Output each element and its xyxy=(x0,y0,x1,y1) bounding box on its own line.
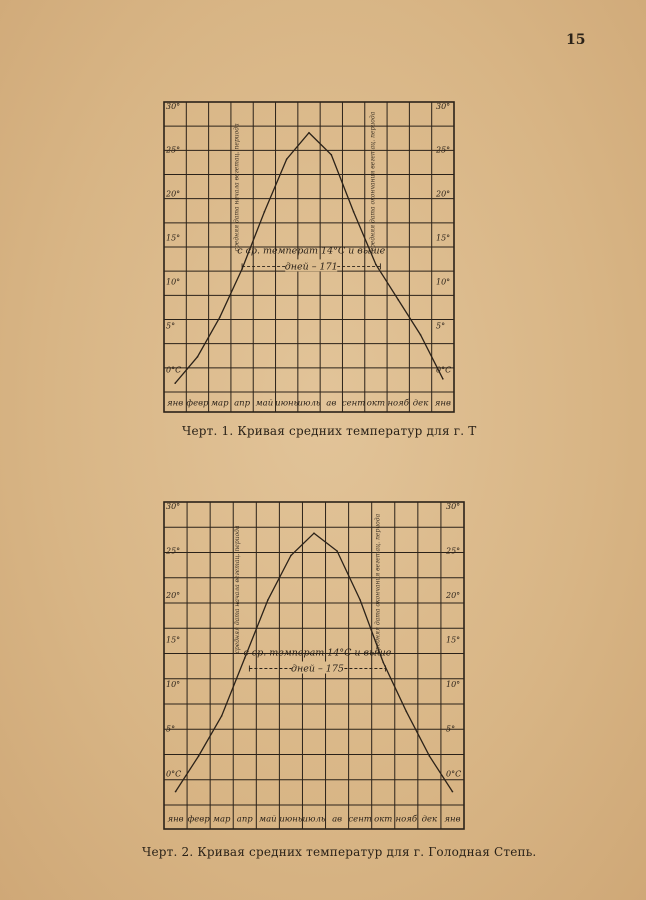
x-tick-label-month: апр xyxy=(234,398,251,409)
x-tick-label-month: дек xyxy=(421,814,438,825)
y-tick-label-left: 0°C xyxy=(166,769,182,779)
y-tick-label-left: 30° xyxy=(166,101,181,111)
data-point xyxy=(308,132,310,134)
y-tick-label-right: 10° xyxy=(436,277,451,287)
y-tick-label-right: 20° xyxy=(436,189,451,199)
y-tick-label-right: 5° xyxy=(436,321,446,331)
x-tick-label-month: май xyxy=(255,398,274,409)
y-tick-label-left: 5° xyxy=(166,724,176,734)
data-point xyxy=(375,264,377,266)
data-point xyxy=(174,382,176,384)
x-tick-label-month: июнь xyxy=(279,814,303,825)
y-tick-label-left: 0°C xyxy=(166,365,182,375)
x-tick-label-month: окт xyxy=(366,398,386,409)
temperature-chart-1 xyxy=(150,90,470,420)
x-tick-label-month: июнь xyxy=(275,398,299,409)
y-tick-label-right: 0°C xyxy=(436,365,452,375)
y-tick-label-right: 20° xyxy=(446,591,461,601)
x-tick-label-month: сент xyxy=(348,814,372,825)
data-point xyxy=(286,158,288,160)
data-point xyxy=(198,755,200,757)
y-tick-label-left: 25° xyxy=(166,546,181,556)
data-point xyxy=(336,550,338,552)
y-tick-label-right: 30° xyxy=(436,101,451,111)
data-point xyxy=(264,211,266,213)
data-point xyxy=(313,532,315,534)
y-tick-label-left: 30° xyxy=(166,501,181,511)
y-tick-label-left: 25° xyxy=(166,145,181,155)
data-point xyxy=(442,378,444,380)
x-tick-label-month: июль xyxy=(297,398,321,409)
annotation-days: дней – 171 xyxy=(284,261,338,273)
x-tick-label-month: февр xyxy=(187,814,210,825)
data-point xyxy=(221,715,223,717)
data-point xyxy=(175,791,177,793)
x-tick-label-month: нояб xyxy=(395,814,418,825)
vegetation-period-note: средняя дата начала вегетац. периода xyxy=(233,123,241,252)
y-tick-label-left: 10° xyxy=(166,277,181,287)
x-tick-label-month: дек xyxy=(412,398,429,409)
x-tick-label-month: апр xyxy=(236,814,253,825)
data-point xyxy=(267,599,269,601)
data-point xyxy=(397,299,399,301)
annotation-threshold: с ср. температ 14°С и выше xyxy=(237,245,386,257)
annotation-threshold: с ср. температ 14°С и выше xyxy=(243,647,392,659)
x-tick-label-month: февр xyxy=(186,398,209,409)
x-tick-label-month: янв xyxy=(434,398,451,409)
y-tick-label-right: 25° xyxy=(436,145,451,155)
chart-frame xyxy=(164,102,454,412)
x-tick-label-month: янв xyxy=(167,398,184,409)
data-point xyxy=(197,356,199,358)
x-tick-label-month: июль xyxy=(302,814,326,825)
chart-1-caption: Черт. 1. Кривая средних температур для г. Т xyxy=(182,424,477,438)
data-point xyxy=(353,211,355,213)
data-point xyxy=(290,555,292,557)
data-point xyxy=(382,662,384,664)
y-tick-label-left: 15° xyxy=(166,635,181,645)
x-tick-label-month: мар xyxy=(212,814,231,825)
data-point xyxy=(429,755,431,757)
x-tick-label-month: ав xyxy=(326,398,337,409)
y-tick-label-right: 25° xyxy=(446,546,461,556)
data-point xyxy=(219,317,221,319)
data-point xyxy=(359,599,361,601)
x-tick-label-month: янв xyxy=(444,814,461,825)
data-point xyxy=(452,791,454,793)
y-tick-label-right: 30° xyxy=(446,501,461,511)
y-tick-label-left: 15° xyxy=(166,233,181,243)
data-point xyxy=(406,711,408,713)
page-number: 15 xyxy=(566,32,586,48)
data-point xyxy=(420,334,422,336)
y-tick-label-left: 20° xyxy=(166,189,181,199)
vegetation-period-note: средняя дата окончания вегетац. периода xyxy=(369,111,377,252)
temperature-chart-2 xyxy=(150,490,480,835)
y-tick-label-right: 0°C xyxy=(446,769,462,779)
vegetation-period-note: средняя дата окончания вегетац. периода xyxy=(374,513,382,654)
x-tick-label-month: ав xyxy=(332,814,343,825)
chart-2-caption: Черт. 2. Кривая средних температур для г. Голодная Степь. xyxy=(142,845,537,859)
y-tick-label-right: 15° xyxy=(446,635,461,645)
chart-grid xyxy=(164,102,454,412)
y-tick-label-left: 20° xyxy=(166,591,181,601)
x-tick-label-month: окт xyxy=(374,814,393,825)
y-tick-label-left: 5° xyxy=(166,321,176,331)
x-tick-label-month: мар xyxy=(210,398,229,409)
y-tick-label-right: 15° xyxy=(436,233,451,243)
vegetation-period-note: средняя дата начала вегетац. периода xyxy=(233,525,241,654)
data-point xyxy=(331,154,333,156)
annotation-days: дней – 175 xyxy=(290,663,344,675)
y-tick-label-right: 10° xyxy=(446,680,461,690)
x-tick-label-month: май xyxy=(259,814,277,825)
x-tick-label-month: нояб xyxy=(387,398,410,409)
y-tick-label-right: 5° xyxy=(446,724,456,734)
x-tick-label-month: янв xyxy=(167,814,184,825)
x-tick-label-month: сент xyxy=(341,398,366,409)
y-tick-label-left: 10° xyxy=(166,680,181,690)
